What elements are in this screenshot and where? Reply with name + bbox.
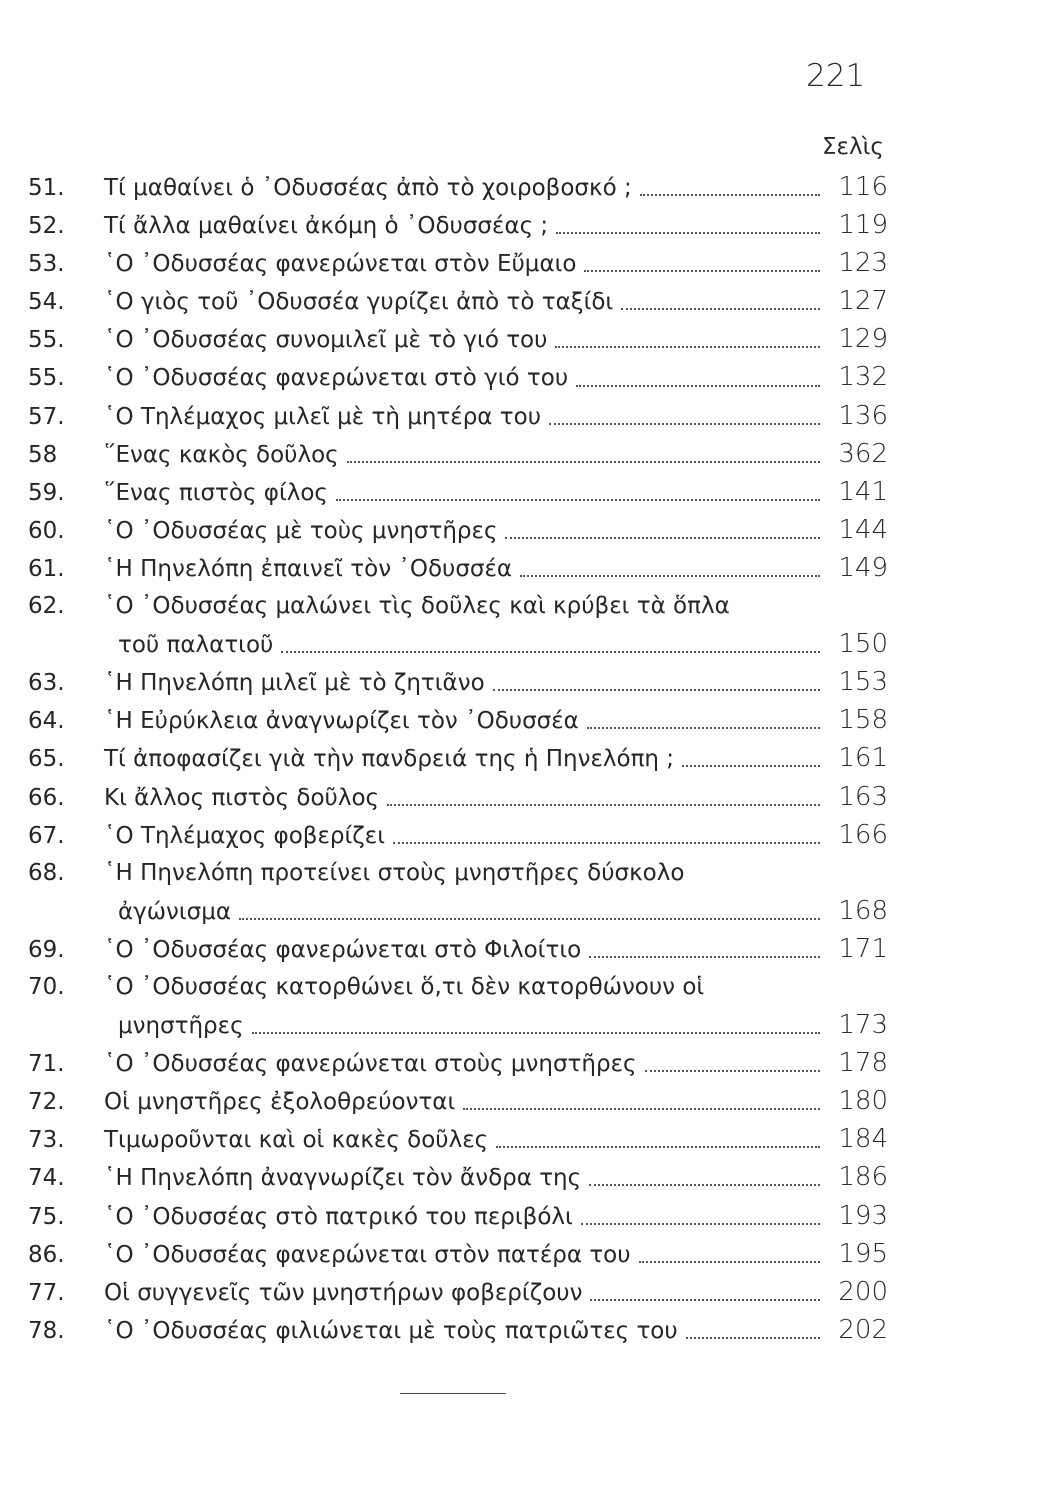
entry-page: 200: [838, 1276, 888, 1307]
toc-entry: [28, 358, 888, 396]
toc-entry: [28, 663, 888, 701]
entry-page: 129: [838, 324, 888, 355]
table-of-contents: [28, 168, 888, 1349]
dot-leader: [463, 1108, 820, 1110]
dot-leader: [555, 346, 820, 348]
entry-number: 58: [28, 441, 58, 468]
entry-number: 62.: [28, 593, 65, 620]
entry-title: ῾Η Πηνελόπη προτείνει στοὺς μνηστῆρες δύσκολο: [104, 859, 685, 886]
dot-leader: [640, 194, 820, 196]
entry-title: ῾Η Πηνελόπη ἐπαινεῖ τὸν ᾿Οδυσσέα: [104, 555, 513, 582]
entry-page: 123: [838, 248, 888, 279]
dot-leader: [493, 689, 820, 691]
toc-entry: [28, 1044, 888, 1082]
dot-leader: [621, 308, 820, 310]
toc-entry: [28, 854, 888, 930]
toc-entry: [28, 1082, 888, 1120]
entry-number: 86.: [28, 1241, 65, 1268]
toc-entry: [28, 1197, 888, 1235]
entry-number: 68.: [28, 859, 65, 886]
entry-title: ῾Ο ᾿Οδυσσέας φανερώνεται στὸ Φιλοίτιο: [104, 936, 582, 963]
entry-page: 153: [838, 667, 888, 698]
entry-title: Τί μαθαίνει ὁ ᾿Οδυσσέας ἀπὸ τὸ χοιροβοσκό ;: [104, 175, 632, 201]
entry-title: Τί ἄλλα μαθαίνει ἀκόμη ὁ ᾿Οδυσσέας ;: [104, 213, 549, 240]
entry-number: 66.: [28, 784, 65, 811]
dot-leader: [581, 1223, 820, 1225]
toc-entry: [28, 930, 888, 968]
toc-entry: [28, 168, 888, 206]
entry-number: 75.: [28, 1203, 65, 1230]
entry-title: Κι ἄλλος πιστὸς δοῦλος: [104, 784, 380, 811]
entry-page: 127: [838, 286, 888, 317]
dot-leader: [281, 651, 820, 653]
entry-number: 71.: [28, 1051, 65, 1078]
toc-entry: [28, 968, 888, 1044]
entry-title: ῞Ενας πιστὸς φίλος: [104, 479, 328, 506]
toc-entry: [28, 549, 888, 587]
entry-number: 54.: [28, 289, 65, 316]
entry-title: ῾Ο ᾿Οδυσσέας συνομιλεῖ μὲ τὸ γιό του: [104, 327, 548, 354]
entry-title: ῾Ο ᾿Οδυσσέας κατορθώνει ὅ,τι δὲν κατορθώνουν οἱ: [104, 973, 705, 1000]
entry-page: 180: [838, 1086, 888, 1117]
entry-page: 144: [838, 514, 888, 545]
toc-entry: [28, 587, 888, 663]
entry-page: 362: [838, 438, 888, 469]
dot-leader: [645, 1070, 820, 1072]
toc-entry: [28, 739, 888, 777]
dot-leader: [520, 575, 820, 577]
entry-number: 55.: [28, 327, 65, 354]
dot-leader: [682, 765, 820, 767]
entry-title: ῾Η Πηνελόπη ἀναγνωρίζει τὸν ἄνδρα της: [104, 1165, 582, 1192]
dot-leader: [387, 804, 820, 806]
entry-number: 63.: [28, 670, 65, 697]
entry-page: 141: [838, 476, 888, 507]
entry-title-continuation: τοῦ παλατιοῦ: [118, 632, 274, 659]
entry-page: 158: [838, 705, 888, 736]
entry-page: 184: [838, 1124, 888, 1155]
entry-page: 195: [838, 1238, 888, 1269]
entry-title: ῾Ο ᾿Οδυσσέας φανερώνεται στὸ γιό του: [104, 365, 569, 392]
entry-title: ῾Η Πηνελόπη μιλεῖ μὲ τὸ ζητιᾶνο: [104, 670, 485, 697]
entry-number: 73.: [28, 1127, 65, 1154]
entry-page: 171: [838, 933, 888, 964]
toc-entry: [28, 701, 888, 739]
entry-page: 193: [838, 1200, 888, 1231]
entry-page: 161: [838, 743, 888, 774]
entry-number: 59.: [28, 479, 65, 506]
dot-leader: [589, 1184, 820, 1186]
dot-leader: [686, 1337, 820, 1339]
entry-number: 52.: [28, 213, 65, 240]
entry-number: 60.: [28, 517, 65, 544]
entry-title: ῾Ο Τηλέμαχος μιλεῖ μὲ τὴ μητέρα του: [104, 403, 541, 430]
entry-number: 57.: [28, 403, 65, 430]
entry-page: 163: [838, 781, 888, 812]
entry-number: 55.: [28, 365, 65, 392]
dot-leader: [639, 1261, 820, 1263]
entry-page: 168: [838, 895, 888, 926]
toc-entry: [28, 778, 888, 816]
toc-entry: [28, 397, 888, 435]
entry-title: ῾Ο ᾿Οδυσσέας φανερώνεται στὸν Εὔμαιο: [104, 251, 577, 278]
entry-title: ῾Ο ᾿Οδυσσέας φιλιώνεται μὲ τοὺς πατριῶτες του: [104, 1317, 678, 1344]
entry-title-continuation: μνηστῆρες: [118, 1013, 244, 1040]
dot-leader: [252, 1032, 820, 1034]
entry-number: 70.: [28, 973, 65, 1000]
entry-number: 51.: [28, 175, 65, 201]
entry-title: Οἱ μνηστῆρες ἐξολοθρεύονται: [104, 1089, 456, 1116]
dot-leader: [239, 918, 820, 920]
toc-entry: [28, 1120, 888, 1158]
entry-number: 72.: [28, 1089, 65, 1116]
entry-number: 69.: [28, 936, 65, 963]
dot-leader: [576, 385, 820, 387]
entry-title-continuation: ἀγώνισμα: [118, 898, 232, 925]
entry-page: 150: [838, 629, 888, 660]
entry-page: 166: [838, 819, 888, 850]
toc-entry: [28, 320, 888, 358]
entry-page: 132: [838, 362, 888, 393]
entry-number: 74.: [28, 1165, 65, 1192]
entry-page: 119: [838, 210, 888, 241]
toc-entry: [28, 282, 888, 320]
page-number: 221: [806, 58, 866, 94]
dot-leader: [393, 842, 820, 844]
toc-entry: [28, 473, 888, 511]
entry-page: 173: [838, 1010, 888, 1041]
column-header-page: Σελὶς: [822, 134, 884, 160]
entry-title: Οἱ συγγενεῖς τῶν μνηστήρων φοβερίζουν: [104, 1279, 583, 1306]
entry-title: ῾Ο γιὸς τοῦ ᾿Οδυσσέα γυρίζει ἀπὸ τὸ ταξίδι: [104, 289, 614, 316]
entry-title: ῾Ο ᾿Οδυσσέας φανερώνεται στὸν πατέρα του: [104, 1241, 631, 1268]
entry-title: ῞Ενας κακὸς δοῦλος: [104, 441, 339, 468]
toc-entry: [28, 816, 888, 854]
toc-entry: [28, 1235, 888, 1273]
dot-leader: [556, 232, 820, 234]
dot-leader: [589, 956, 820, 958]
entry-title: Τιμωροῦνται καὶ οἱ κακὲς δοῦλες: [104, 1127, 489, 1154]
entry-title: ῾Ο ᾿Οδυσσέας μὲ τοὺς μνηστῆρες: [104, 517, 498, 544]
dot-leader: [336, 499, 820, 501]
toc-entry: [28, 511, 888, 549]
toc-entry: [28, 1273, 888, 1311]
entry-number: 65.: [28, 746, 65, 773]
dot-leader: [584, 270, 820, 272]
entry-title: ῾Ο ᾿Οδυσσέας μαλώνει τὶς δοῦλες καὶ κρύβει τὰ ὅπλα: [104, 593, 730, 620]
footer-rule: [400, 1393, 506, 1394]
dot-leader: [587, 727, 820, 729]
toc-entry: [28, 1158, 888, 1196]
toc-entry: [28, 244, 888, 282]
dot-leader: [590, 1299, 820, 1301]
entry-title: ῾Η Εὐρύκλεια ἀναγνωρίζει τὸν ᾿Οδυσσέα: [104, 708, 579, 735]
entry-page: 186: [838, 1162, 888, 1193]
dot-leader: [505, 537, 820, 539]
entry-page: 178: [838, 1048, 888, 1079]
entry-title: ῾Ο Τηλέμαχος φοβερίζει: [104, 822, 386, 849]
entry-number: 77.: [28, 1279, 65, 1306]
entry-number: 53.: [28, 251, 65, 278]
entry-number: 67.: [28, 822, 65, 849]
toc-entry: [28, 1311, 888, 1349]
entry-page: 136: [838, 400, 888, 431]
entry-number: 78.: [28, 1317, 65, 1344]
toc-entry: [28, 435, 888, 473]
toc-entry: [28, 206, 888, 244]
entry-title: ῾Ο ᾿Οδυσσέας στὸ πατρικό του περιβόλι: [104, 1203, 573, 1230]
entry-page: 116: [838, 172, 888, 202]
entry-title: Τί ἀποφασίζει γιὰ τὴν πανδρειά της ἡ Πηνελόπη ;: [104, 746, 675, 773]
dot-leader: [549, 423, 820, 425]
dot-leader: [496, 1146, 820, 1148]
dot-leader: [347, 461, 820, 463]
entry-page: 202: [838, 1314, 888, 1345]
entry-title: ῾Ο ᾿Οδυσσέας φανερώνεται στοὺς μνηστῆρες: [104, 1051, 637, 1078]
entry-number: 61.: [28, 555, 65, 582]
entry-page: 149: [838, 552, 888, 583]
entry-number: 64.: [28, 708, 65, 735]
